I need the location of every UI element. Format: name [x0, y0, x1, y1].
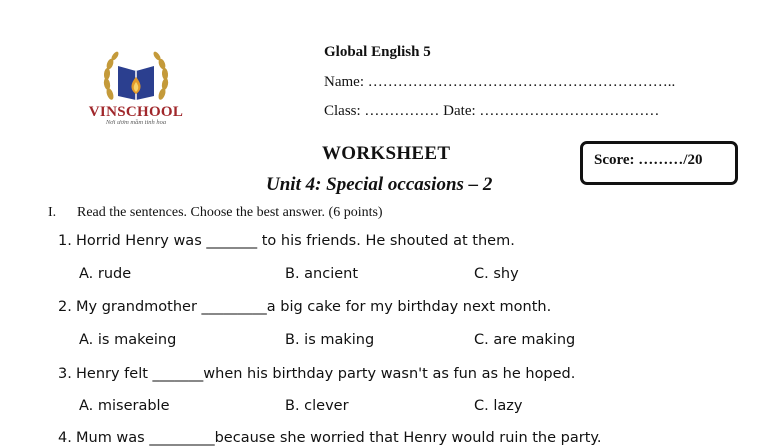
question-3-option-c[interactable]: C. lazy	[474, 398, 523, 414]
question-2-option-a[interactable]: A. is makeing	[79, 332, 177, 348]
course-title: Global English 5	[324, 44, 431, 60]
question-3-option-b[interactable]: B. clever	[285, 398, 349, 414]
question-1-option-b[interactable]: B. ancient	[285, 266, 359, 282]
logo-wordmark: VINSCHOOL	[88, 104, 184, 120]
question-3-number: 3.	[58, 366, 72, 382]
logo-motto: Nơi ươm mầm tinh hoa	[105, 119, 167, 126]
question-1-option-c[interactable]: C. shy	[474, 266, 519, 282]
question-1-number: 1.	[58, 233, 72, 249]
question-2-option-c[interactable]: C. are making	[474, 332, 576, 348]
question-1-option-a[interactable]: A. rude	[79, 266, 132, 282]
class-date-field-line: Class: …………… Date: ………………………………	[324, 103, 660, 119]
question-3-text: Henry felt _______when his birthday party wasn't as fun as he hoped.	[76, 366, 576, 382]
score-text: Score: ………/20	[594, 152, 703, 168]
worksheet-title: WORKSHEET	[322, 143, 451, 164]
question-3-option-a[interactable]: A. miserable	[79, 398, 170, 414]
question-4-text: Mum was _________because she worried that Henry would ruin the party.	[76, 430, 602, 446]
question-2-option-b[interactable]: B. is making	[285, 332, 375, 348]
question-2-number: 2.	[58, 299, 72, 315]
question-4-number: 4.	[58, 430, 72, 446]
question-2-text: My grandmother _________a big cake for my birthday next month.	[76, 299, 552, 315]
question-1-text: Horrid Henry was _______ to his friends. He shouted at them.	[76, 233, 515, 249]
name-field-line: Name: ……………………………………………………..	[324, 74, 676, 90]
section-instruction: Read the sentences. Choose the best answer. (6 points)	[77, 205, 383, 220]
section-number: I.	[48, 205, 57, 220]
unit-title: Unit 4: Special occasions – 2	[266, 174, 493, 195]
